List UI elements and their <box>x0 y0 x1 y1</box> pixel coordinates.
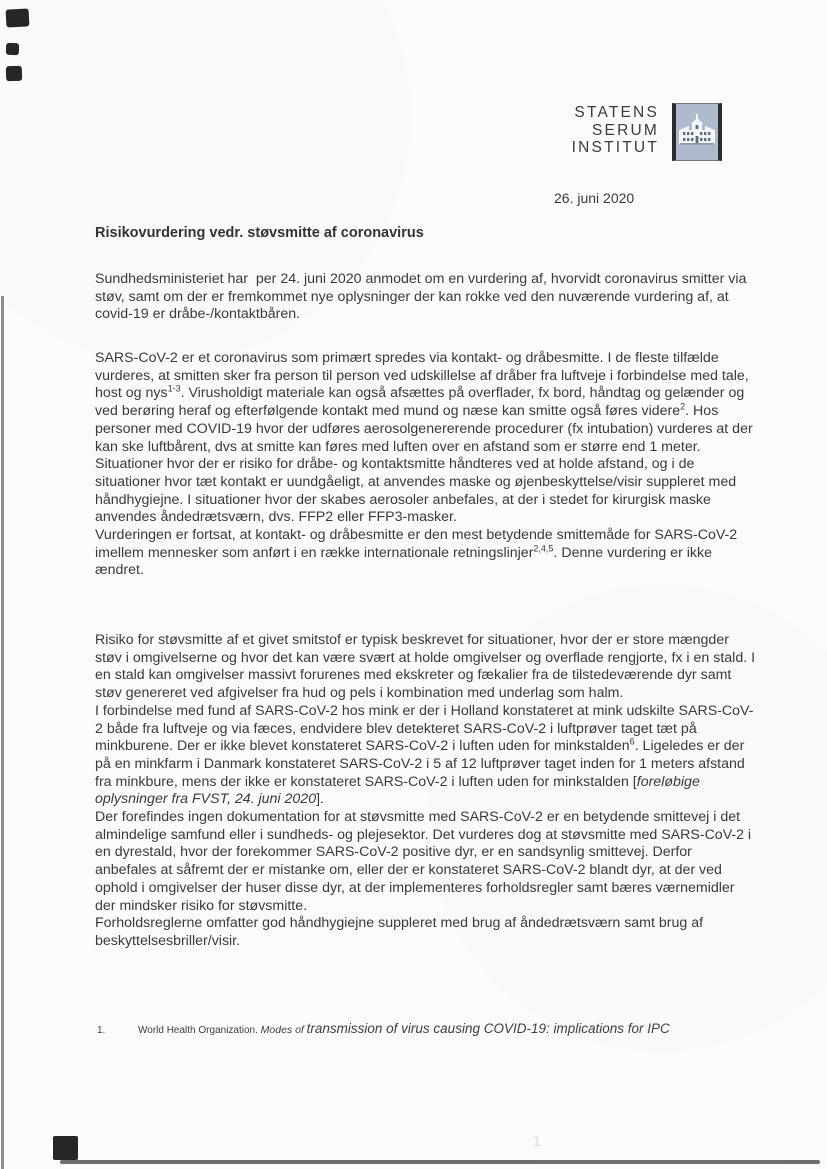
scan-artifact-bottom-square <box>53 1136 78 1160</box>
paragraph-dust-risk: Risiko for støvsmitte af et givet smitstof er typisk beskrevet for situationer, hvor der er store mængder støv i omgivelserne og hvor det kan være svært at holde omgivelser og overflade rengjorte, fx i en stald. I en stald kan omgivelser massivt forurenes med ekskreter og fækalier fra de tilstedeværende dyr samt støv genereret ved afgivelser fra hud og pels i kombination med underlag som halm. I forbindelse med fund af SARS-CoV-2 hos mink er der i Holland konstateret at mink udskilte SARS-CoV-2 både fra luftveje og via fæces, endvidere blev detekteret SARS-CoV-2 i luftprøver taget tæt på minkburene. Der er ikke blevet konstateret SARS-CoV-2 i luften uden for minkstalden$^6$. Ligeledes er der på en minkfarm i Danmark konstateret SARS-CoV-2 i 5 af 12 luftprøver taget inden for 1 meters afstand fra minkbure, mens der ikke er konstateret SARS-CoV-2 i luften uden for minkstalden [foreløbige oplysninger fra FVST, 24. juni 2020]. Der forefindes ingen dokumentation for at støvsmitte med SARS-CoV-2 er en betydende smittevej i det almindelige samfund eller i sundheds- og plejesektor. Det vurderes dog at støvsmitte med SARS-CoV-2 i en dyrestald, hvor der forekommer SARS-CoV-2 positive dyr, er en sandsynlig smittevej. Derfor anbefales at såfremt der er mistanke om, eller der er konstateret SARS-CoV-2 blandt dyr, at der ved ophold i omgivelser der huser disse dyr, at der implementeres forholdsregler samt bæres værnemidler der mindsker risiko for støvsmitte. Forholdsreglerne omfatter god håndhygiejne suppleret med brug af åndedrætsværn samt brug af beskyttelsesbriller/visir. <box>95 632 759 949</box>
building-icon <box>677 110 717 154</box>
page-number-faint: 1 <box>533 1133 542 1150</box>
org-line-3: INSTITUT <box>571 139 659 156</box>
footnote-title-rest: transmission of virus causing COVID-19: implications for IPC <box>306 1021 670 1036</box>
scan-artifact-blob <box>6 43 19 55</box>
footnote-number: 1. <box>97 1025 106 1036</box>
ssi-building-logo <box>672 103 722 161</box>
org-line-1: STATENS <box>574 104 659 121</box>
paragraph-transmission-assessment: SARS-CoV-2 er et coronavirus som primært spredes via kontakt- og dråbesmitte. I de fleste tilfælde vurderes, at smitten sker fra person til person ved udskillelse af dråber fra luftveje i forbindelse med tale, host og nys$^{1-3}$. Virusholdigt materiale kan også afsættes på overflader, fx bord, håndtag og gelænder og ved berøring heraf og efterfølgende kontakt med mund og næse kan smitte også føres videre$^2$. Hos personer med COVID-19 hvor der udføres aerosolgenererende procedurer (fx intubation) vurderes at der kan ske luftbårent, dvs at smitte kan føres med luften over en afstand som er større end 1 meter. Situationer hvor der er risiko for dråbe- og kontaktsmitte håndteres ved at holde afstand, og i de situationer hvor tæt kontakt er uundgåeligt, at anvendes maske og øjenbeskyttelse/visir suppleret med håndhygiejne. I situationer hvor der skabes aerosoler anbefales, at der i stedet for kirurgisk maske anvendes åndedrætsværn, dvs. FFP2 eller FFP3-masker. Vurderingen er fortsat, at kontakt- og dråbesmitte er den mest betydende smittemåde for SARS-CoV-2 imellem mennesker som anført i en række internationale retningslinjer$^{2,4,5}$. Denne vurdering er ikke ændret. <box>95 350 757 579</box>
scan-artifact-bottom-line <box>60 1160 820 1164</box>
letter-date: 26. juni 2020 <box>554 190 635 206</box>
document-title: Risikovurdering vedr. støvsmitte af coronavirus <box>95 225 424 241</box>
org-line-2: SERUM <box>592 121 659 139</box>
footnote-title-lead: Modes of <box>260 1024 304 1036</box>
footnote-source: World Health Organization. <box>138 1025 258 1036</box>
scan-artifact-blob <box>6 8 30 27</box>
organization-name <box>572 104 659 157</box>
footnote-reference <box>97 1021 737 1036</box>
scan-artifact-blob <box>6 66 23 82</box>
scan-artifact-left-edge-line <box>1 296 4 1169</box>
paragraph-request: Sundhedsministeriet har per 24. juni 2020 anmodet om en vurdering af, hvorvidt coronavirus smitter via støv, samt om der er fremkommet nye oplysninger der kan rokke ved den nuværende vurdering af, at covid-19 er dråbe-/kontaktbåren. <box>95 271 751 323</box>
